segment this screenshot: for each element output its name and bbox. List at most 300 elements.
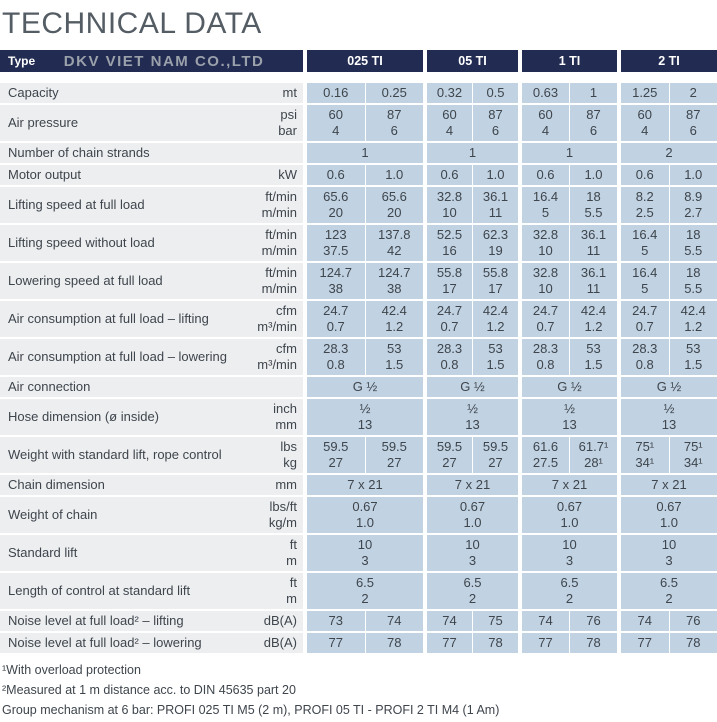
value-cell [670, 83, 717, 103]
value-cell [522, 399, 617, 435]
value-line: 19 [488, 243, 503, 258]
value-cell [427, 437, 472, 473]
value-line: 0.7 [536, 319, 555, 334]
value-line: ft [289, 575, 297, 590]
value-line: 1.5 [584, 357, 603, 372]
row-label-cell [0, 339, 303, 375]
value-group [427, 187, 518, 223]
value-line: 42.4 [680, 303, 706, 318]
value-line: 53 [488, 341, 503, 356]
value-line: 53 [387, 341, 402, 356]
value-cell [522, 165, 569, 185]
value-group [307, 83, 423, 103]
table-row [0, 475, 717, 495]
value-group [522, 633, 617, 653]
row-label: Chain dimension [8, 477, 105, 492]
value-cell [473, 187, 518, 223]
value-line: 42.4 [381, 303, 407, 318]
value-line: 28.3 [323, 341, 349, 356]
value-line: 60 [328, 107, 343, 122]
value-cell [621, 143, 717, 163]
header-type-cell [0, 50, 303, 72]
value-cell [522, 573, 617, 609]
table-row [0, 399, 717, 435]
value-line: 20 [328, 205, 343, 220]
value-line: m³/min [257, 319, 297, 334]
value-line: 0.25 [381, 85, 407, 100]
value-cell [307, 339, 365, 375]
row-label-cell [0, 573, 303, 609]
value-line: 75¹ [635, 439, 655, 454]
value-line: 87 [488, 107, 503, 122]
row-label: Motor output [8, 167, 81, 182]
value-cell [473, 165, 518, 185]
value-cell [621, 535, 717, 571]
value-cell [522, 611, 569, 631]
value-line: lbs [280, 439, 297, 454]
value-line: 123 [324, 227, 347, 242]
value-line: 52.5 [436, 227, 463, 242]
value-group [307, 225, 423, 261]
row-label: Lifting speed without load [8, 235, 155, 250]
value-line: 77 [538, 635, 553, 650]
value-line: 59.5 [381, 439, 407, 454]
row-label-cell [0, 535, 303, 571]
value-group [427, 611, 518, 631]
value-group [307, 611, 423, 631]
value-line: 5.5 [584, 205, 603, 220]
value-line: 61.7¹ [578, 439, 609, 454]
value-cell [473, 611, 518, 631]
value-line: 32.8 [436, 189, 463, 204]
value-cell [307, 611, 365, 631]
value-line: 28¹ [584, 455, 603, 470]
value-line: 77 [442, 635, 457, 650]
value-group [621, 187, 717, 223]
value-line: ft [289, 537, 297, 552]
value-line: 16.4 [532, 189, 559, 204]
value-cell [427, 301, 472, 337]
value-cell [307, 399, 423, 435]
table-row [0, 105, 717, 141]
value-line: 8.2 [635, 189, 654, 204]
table-row [0, 225, 717, 261]
table-row [0, 143, 717, 163]
value-line: 1.2 [385, 319, 404, 334]
value-cell [522, 83, 569, 103]
row-label-cell [0, 497, 303, 533]
value-cell [427, 573, 518, 609]
value-line: kW [278, 167, 297, 182]
value-cell [621, 339, 669, 375]
value-line: 0.8 [326, 357, 345, 372]
value-group [307, 165, 423, 185]
value-line: 6 [689, 123, 697, 138]
row-label: Lowering speed at full load [8, 273, 163, 288]
row-unit [278, 167, 297, 183]
value-line: 0.8 [440, 357, 459, 372]
value-cell [522, 225, 569, 261]
value-line: 0.67 [352, 499, 378, 514]
value-line: 3 [468, 553, 477, 568]
value-line: kg/m [268, 515, 297, 530]
value-line: m/min [261, 243, 297, 258]
value-line: 1.0 [560, 515, 579, 530]
value-group [307, 437, 423, 473]
value-line: 6.5 [560, 575, 579, 590]
row-label-cell [0, 377, 303, 397]
value-line: kg [283, 455, 297, 470]
value-line: 60 [538, 107, 553, 122]
value-cell [366, 105, 424, 141]
value-cell [522, 263, 569, 299]
value-line: 38 [387, 281, 402, 296]
table-row [0, 573, 717, 609]
value-line: 3 [665, 553, 673, 568]
row-unit [257, 341, 297, 373]
value-cell [570, 633, 617, 653]
value-cell [570, 83, 617, 103]
value-group [621, 611, 717, 631]
value-cell [522, 633, 569, 653]
value-line: 61.6 [532, 439, 559, 454]
value-line: 137.8 [377, 227, 411, 242]
value-cell [670, 301, 717, 337]
value-line: 4 [641, 123, 649, 138]
value-group [427, 225, 518, 261]
row-unit [262, 227, 297, 259]
table-row [0, 535, 717, 571]
value-line: 4 [541, 123, 550, 138]
value-cell [427, 611, 472, 631]
table-row [0, 611, 717, 631]
value-line: 7 x 21 [551, 477, 588, 492]
value-cell [522, 187, 569, 223]
value-line: 0.6 [536, 167, 555, 182]
value-line: 11 [586, 243, 601, 258]
value-cell [307, 437, 365, 473]
value-group [427, 301, 518, 337]
value-line: 5 [641, 281, 649, 296]
value-cell [522, 475, 617, 495]
value-cell [366, 187, 424, 223]
row-unit [275, 477, 297, 493]
value-line: 5.5 [684, 281, 703, 296]
value-line: 7 x 21 [347, 477, 383, 492]
value-group [427, 165, 518, 185]
value-cell [307, 301, 365, 337]
table-row [0, 377, 717, 397]
row-unit [286, 575, 297, 607]
value-group [307, 187, 423, 223]
value-group [427, 105, 518, 141]
value-line: 1.0 [584, 167, 603, 182]
footnote-overload-protection: ¹With overload protection [2, 663, 141, 677]
value-group [621, 165, 717, 185]
value-cell [427, 475, 518, 495]
value-line: 2.7 [684, 205, 703, 220]
value-cell [522, 535, 617, 571]
value-cell [366, 437, 424, 473]
value-line: 10 [538, 281, 553, 296]
value-line: 74 [538, 613, 553, 628]
row-label-cell [0, 301, 303, 337]
value-line: 32.8 [532, 227, 559, 242]
value-line: 0.67 [656, 499, 682, 514]
value-line: 1 [468, 145, 477, 160]
value-line: 6.5 [355, 575, 375, 590]
value-line: 60 [442, 107, 457, 122]
value-cell [427, 187, 472, 223]
value-line: 74 [387, 613, 402, 628]
value-group [621, 263, 717, 299]
value-cell [427, 143, 518, 163]
value-line: 1.25 [632, 85, 658, 100]
value-line: cfm [276, 303, 297, 318]
row-label: Air connection [8, 379, 91, 394]
value-line: 3 [361, 553, 369, 568]
company-logo-text: DKV VIET NAM CO.,LTD [63, 52, 265, 70]
value-line: 0.6 [440, 167, 459, 182]
value-cell [473, 83, 518, 103]
row-label-cell [0, 399, 303, 435]
value-line: 53 [686, 341, 701, 356]
table-row [0, 187, 717, 223]
value-line: 7 x 21 [454, 477, 491, 492]
value-line: 0.7 [440, 319, 459, 334]
value-cell [621, 225, 669, 261]
value-cell [570, 225, 617, 261]
value-line: 4 [445, 123, 454, 138]
value-line: 87 [586, 107, 601, 122]
value-cell [307, 105, 365, 141]
row-label-cell [0, 105, 303, 141]
value-cell [670, 263, 717, 299]
value-line: 2 [689, 85, 697, 100]
value-line: 16.4 [632, 227, 658, 242]
value-group [621, 225, 717, 261]
value-line: 55.8 [436, 265, 463, 280]
value-line: 0.7 [635, 319, 654, 334]
value-line: 2.5 [635, 205, 654, 220]
value-line: 32.8 [532, 265, 559, 280]
value-line: 0.7 [326, 319, 345, 334]
value-group [427, 339, 518, 375]
value-group [522, 83, 617, 103]
value-line: 2 [361, 591, 369, 606]
table-row [0, 165, 717, 185]
value-cell [427, 225, 472, 261]
technical-data-table [0, 50, 717, 653]
value-line: 1.0 [684, 167, 703, 182]
value-line: 76 [586, 613, 601, 628]
table-row [0, 437, 717, 473]
table-row [0, 83, 717, 103]
value-line: 2 [665, 591, 673, 606]
value-cell [473, 339, 518, 375]
value-cell [621, 573, 717, 609]
value-cell [473, 633, 518, 653]
value-line: 10 [562, 537, 577, 552]
value-line: 1.0 [385, 167, 404, 182]
value-cell [621, 83, 669, 103]
value-line: 13 [661, 417, 677, 432]
value-cell [307, 377, 423, 397]
value-line: ft/min [265, 265, 297, 280]
row-label-cell [0, 225, 303, 261]
value-line: 28.3 [436, 341, 463, 356]
value-line: 10 [661, 537, 677, 552]
value-line: 1.2 [584, 319, 603, 334]
value-line: 8.9 [684, 189, 703, 204]
value-line: 0.6 [326, 167, 345, 182]
value-cell [522, 497, 617, 533]
row-unit [269, 499, 297, 531]
value-line: 0.67 [459, 499, 486, 514]
value-line: 27 [387, 455, 402, 470]
value-line: 76 [686, 613, 701, 628]
value-cell [670, 633, 717, 653]
value-cell [570, 437, 617, 473]
row-unit [257, 303, 297, 335]
row-label-cell [0, 475, 303, 495]
row-label: Weight of chain [8, 507, 98, 522]
value-line: 6 [589, 123, 598, 138]
value-line: 4 [332, 123, 340, 138]
row-unit [262, 265, 297, 297]
value-line: m [286, 553, 297, 568]
value-cell [621, 475, 717, 495]
value-group [427, 437, 518, 473]
value-line: 1.5 [385, 357, 404, 372]
row-unit [262, 189, 297, 221]
value-line: 13 [357, 417, 373, 432]
value-cell [570, 165, 617, 185]
row-unit [273, 401, 297, 433]
value-line: 55.8 [482, 265, 509, 280]
value-line: 0.32 [436, 85, 463, 100]
value-line: 62.3 [482, 227, 509, 242]
value-line: 18 [586, 189, 601, 204]
value-line: dB(A) [263, 613, 297, 628]
value-cell [366, 301, 424, 337]
value-cell [522, 301, 569, 337]
value-line: 0.5 [486, 85, 505, 100]
value-cell [522, 377, 617, 397]
value-line: 78 [387, 635, 402, 650]
value-line: 74 [637, 613, 652, 628]
value-line: G ½ [352, 379, 378, 394]
value-cell [366, 633, 424, 653]
row-label-cell [0, 165, 303, 185]
row-label-cell [0, 143, 303, 163]
page-title: TECHNICAL DATA [2, 7, 262, 40]
value-line: mt [282, 85, 297, 100]
value-cell [307, 143, 423, 163]
row-label: Standard lift [8, 545, 78, 560]
row-label: Air consumption at full load – lifting [8, 311, 209, 326]
value-cell [621, 611, 669, 631]
value-group [621, 105, 717, 141]
table-row [0, 263, 717, 299]
header-model-025ti: 025 TI [307, 50, 423, 72]
value-cell [670, 105, 717, 141]
value-line: 5 [641, 243, 649, 258]
value-cell [307, 225, 365, 261]
value-cell [570, 263, 617, 299]
value-cell [621, 105, 669, 141]
value-cell [307, 165, 365, 185]
value-line: 24.7 [532, 303, 559, 318]
value-cell [307, 573, 423, 609]
value-line: G ½ [557, 379, 582, 394]
value-line: 59.5 [436, 439, 463, 454]
value-line: bar [278, 123, 297, 138]
value-line: 2 [565, 591, 574, 606]
footnotes [0, 660, 717, 720]
table-row [0, 497, 717, 533]
value-group [621, 633, 717, 653]
value-group [427, 633, 518, 653]
value-cell [621, 187, 669, 223]
value-cell [427, 263, 472, 299]
value-line: 1.5 [684, 357, 703, 372]
value-cell [621, 377, 717, 397]
value-line: ft/min [265, 189, 297, 204]
value-line: G ½ [460, 379, 485, 394]
value-line: 24.7 [323, 303, 349, 318]
value-line: 1.5 [486, 357, 505, 372]
value-cell [307, 535, 423, 571]
value-cell [473, 225, 518, 261]
row-label-cell [0, 611, 303, 631]
value-line: mm [275, 417, 297, 432]
value-line: 0.67 [556, 499, 583, 514]
value-line: 1.0 [463, 515, 482, 530]
value-line: 87 [686, 107, 701, 122]
value-line: dB(A) [263, 635, 297, 650]
value-cell [670, 339, 717, 375]
value-line: ft/min [265, 227, 297, 242]
value-group [522, 187, 617, 223]
value-line: 59.5 [482, 439, 509, 454]
value-group [621, 301, 717, 337]
value-line: 10 [442, 205, 457, 220]
value-cell [621, 497, 717, 533]
value-cell [670, 225, 717, 261]
value-line: 11 [586, 281, 601, 296]
value-cell [427, 399, 518, 435]
value-line: 18 [686, 265, 701, 280]
value-line: 38 [328, 281, 343, 296]
table-header-row [0, 50, 717, 72]
value-line: 10 [538, 243, 553, 258]
value-cell [473, 105, 518, 141]
value-cell [570, 105, 617, 141]
value-group [307, 633, 423, 653]
value-cell [670, 437, 717, 473]
table-body [0, 83, 717, 653]
value-line: 78 [686, 635, 701, 650]
value-line: m/min [261, 205, 297, 220]
value-group [522, 225, 617, 261]
value-line: 74 [442, 613, 457, 628]
table-row [0, 633, 717, 653]
value-line: 6.5 [659, 575, 679, 590]
value-cell [427, 339, 472, 375]
value-cell [366, 165, 424, 185]
value-group [307, 301, 423, 337]
